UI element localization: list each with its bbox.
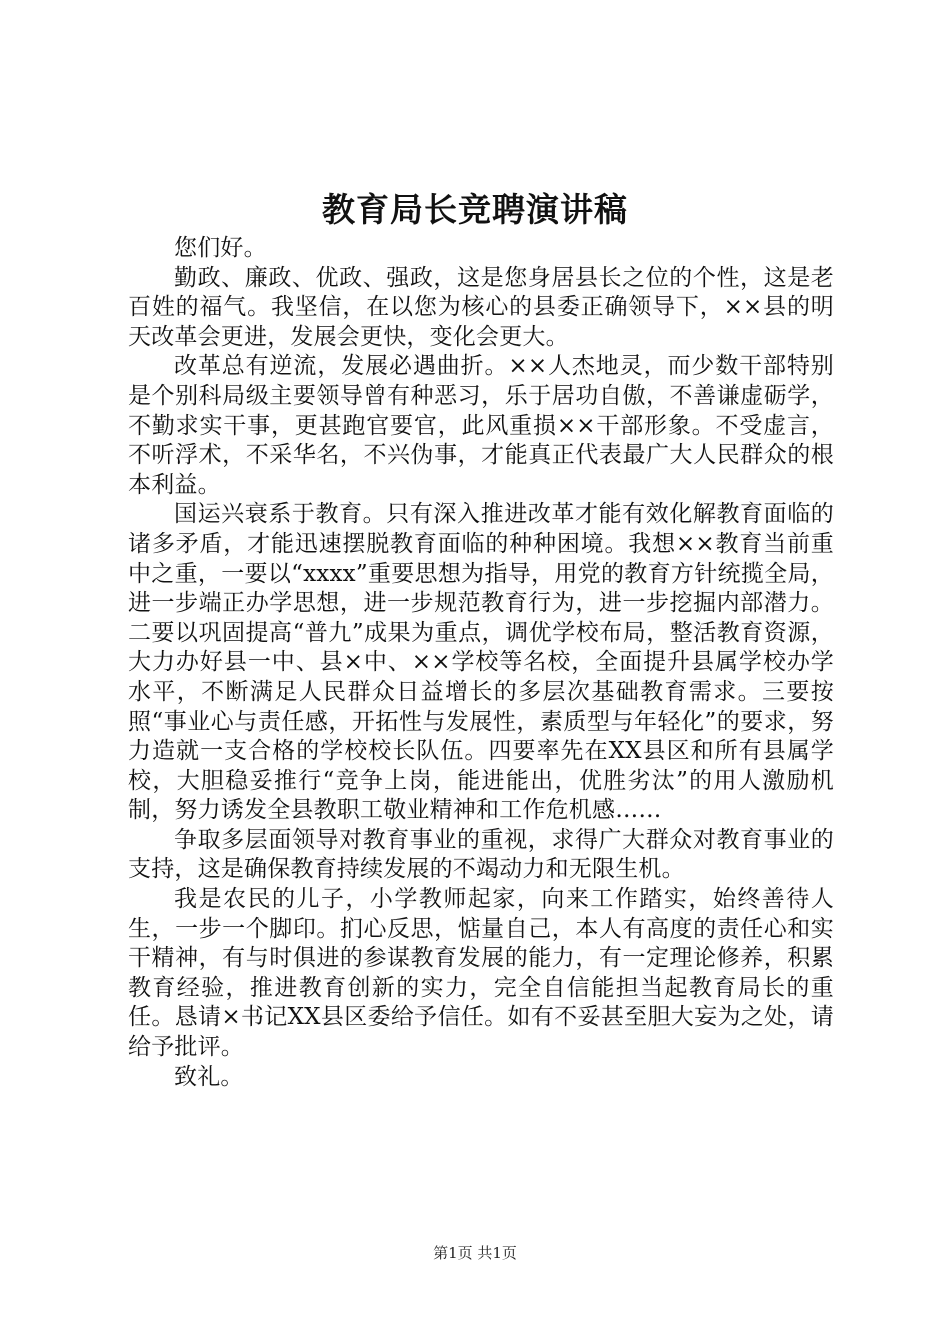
document-title: 教育局长竞聘演讲稿 — [322, 190, 628, 229]
page-footer: 第1页 共1页 — [433, 1244, 517, 1262]
paragraph: 勤政、廉政、优政、强政，这是您身居县长之位的个性，这是老百姓的福气。我坚信，在以您为核心的县委正确领导下，××县的明天改革会更进，发展会更快，变化会更大。 — [128, 264, 834, 350]
paragraph-closing: 致礼。 — [174, 1063, 244, 1090]
paragraph-greeting: 您们好。 — [174, 235, 267, 261]
paragraph: 国运兴衰系于教育。只有深入推进改革才能有效化解教育面临的诸多矛盾，才能迅速摆脱教育面临的种种困境。我想××教育当前重中之重，一要以“xxxx”重要思想为指导，用党的教育方针统揽全局，进一步端正办学思想，进一步规范教育行为，进一步挖掘内部潜力。二要以巩固提高“普九”成果为重点，调优学校布局，整活教育资源，大力办好县一中、县×中、××学校等名校，全面提升县属学校办学水平，不断满足人民群众日益增长的多层次基础教育需求。三要按照“事业心与责任感，开拓性与发展性，素质型与年轻化”的要求，努力造就一支合格的学校校长队伍。四要率先在XX县区和所有县属学校，大胆稳妥推行“竞争上岗，能进能出，优胜劣汰”的用人激励机制，努力诱发全县教职工敬业精神和工作危机感…… — [128, 501, 834, 824]
document-body — [128, 234, 834, 1092]
paragraph: 改革总有逆流，发展必遇曲折。××人杰地灵，而少数干部特别是个别科局级主要领导曾有种恶习，乐于居功自傲，不善谦虚砺学，不勤求实干事，更甚跑官要官，此风重损××干部形象。不受虚言，不听浮术，不采华名，不兴伪事，才能真正代表最广大人民群众的根本利益。 — [128, 353, 834, 498]
paragraph: 我是农民的儿子，小学教师起家，向来工作踏实，始终善待人生，一步一个脚印。扪心反思，惦量自己，本人有高度的责任心和实干精神，有与时俱进的参谋教育发展的能力，有一定理论修养，积累教育经验，推进教育创新的实力，完全自信能担当起教育局长的重任。恳请×书记XX县区委给予信任。如有不妥甚至胆大妄为之处，请给予批评。 — [128, 886, 834, 1061]
paragraph: 争取多层面领导对教育事业的重视，求得广大群众对教育事业的支持，这是确保教育持续发展的不竭动力和无限生机。 — [128, 826, 834, 883]
